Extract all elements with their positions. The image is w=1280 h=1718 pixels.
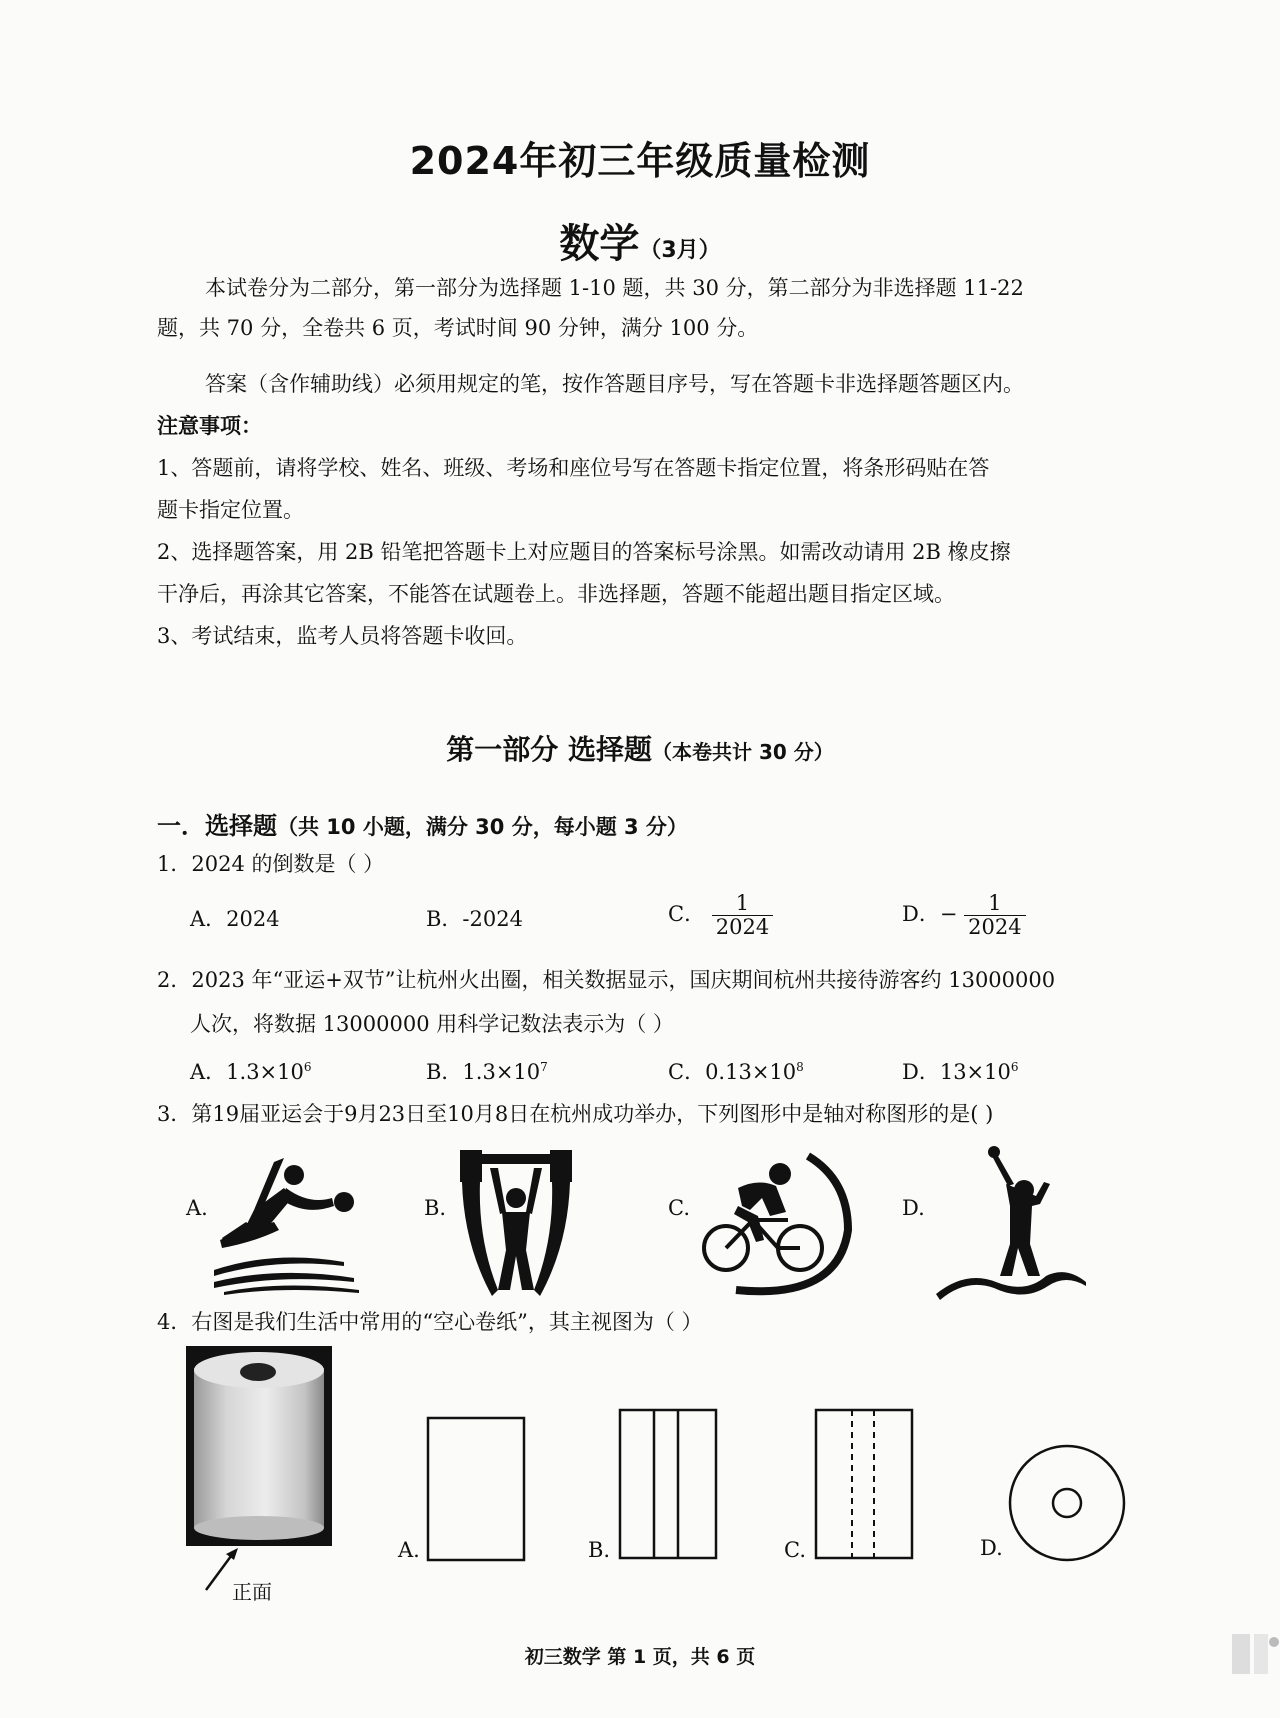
q1-option-a: A．2024 xyxy=(190,907,280,931)
front-label: 正面 xyxy=(232,1580,272,1604)
q2-option-c-base: C．0.13×10 xyxy=(668,1060,797,1084)
weightlifting-pictogram-icon xyxy=(456,1150,576,1298)
q3-option-c-label: C. xyxy=(668,1196,690,1220)
cycling-pictogram-icon xyxy=(698,1150,858,1300)
q4-option-c-dashed-lines xyxy=(812,1406,916,1562)
q2-option-d xyxy=(902,1056,1019,1086)
q4-option-a-label: A. xyxy=(398,1538,420,1562)
fraction-numerator: 1 xyxy=(964,892,1025,916)
q3-option-a-label: A. xyxy=(186,1196,208,1220)
exam-title: 2024年初三年级质量检测 xyxy=(409,139,871,183)
q2-option-b-base: B．1.3×10 xyxy=(426,1060,541,1084)
q4-option-a-rectangle xyxy=(424,1414,528,1564)
scan-edge-marks xyxy=(1230,1634,1280,1718)
q2-stem-line-1: 2．2023 年“亚运+双节”让杭州火出圈，相关数据显示，国庆期间杭州共接待游客约 13000000 xyxy=(157,968,1056,992)
q3-stem: 3．第19届亚运会于9月23日至10月8日在杭州成功举办，下列图形中是轴对称图形的是( ) xyxy=(157,1102,994,1126)
part1-title: 第一部分 选择题 xyxy=(446,733,652,766)
note-1b: 题卡指定位置。 xyxy=(157,498,304,522)
section1-heading xyxy=(157,806,688,841)
fraction-denominator: 2024 xyxy=(715,915,770,940)
volleyball-pictogram-icon xyxy=(214,1150,364,1295)
q4-option-d-concentric-circles xyxy=(1006,1442,1128,1564)
q1-option-c-label: C． xyxy=(668,902,706,927)
note-2b: 干净后，再涂其它答案，不能答在试题卷上。非选择题，答题不能超出题目指定区域。 xyxy=(157,582,955,606)
q4-option-b-solid-lines xyxy=(616,1406,720,1562)
q3-option-d-label: D. xyxy=(902,1196,925,1220)
fraction-denominator: 2024 xyxy=(968,915,1022,940)
q2-option-b xyxy=(426,1056,548,1086)
part1-note: （本卷共计 30 分） xyxy=(651,740,834,764)
note-3: 3、考试结束，监考人员将答题卡收回。 xyxy=(157,624,528,648)
q1-option-d xyxy=(902,892,1026,939)
q4-option-d-label: D. xyxy=(980,1536,1003,1560)
q2-stem-line-2: 人次，将数据 13000000 用科学记数法表示为（ ） xyxy=(190,1012,674,1036)
page-footer: 初三数学 第 1 页，共 6 页 xyxy=(524,1646,756,1668)
section1-note: （共 10 小题，满分 30 分，每小题 3 分） xyxy=(277,815,688,839)
q2-option-d-exponent: 6 xyxy=(1010,1060,1019,1074)
notes-heading: 注意事项： xyxy=(157,414,262,438)
q1-option-d-fraction xyxy=(964,892,1025,939)
subject-name: 数学 xyxy=(559,221,640,267)
q4-option-b-label: B. xyxy=(588,1538,611,1562)
note-1a: 1、答题前，请将学校、姓名、班级、考场和座位号写在答题卡指定位置，将条形码贴在答 xyxy=(157,456,990,480)
q2-option-a-exponent: 6 xyxy=(303,1060,312,1074)
q2-option-c xyxy=(668,1056,804,1086)
section1-title: 一．选择题 xyxy=(157,812,277,840)
q2-option-d-base: D．13×10 xyxy=(902,1060,1011,1084)
q2-option-a xyxy=(190,1056,312,1086)
q1-stem: 1．2024 的倒数是（ ） xyxy=(157,852,385,876)
intro-line-2: 题，共 70 分，全卷共 6 页，考试时间 90 分钟，满分 100 分。 xyxy=(157,316,759,340)
fraction-numerator: 1 xyxy=(712,892,773,916)
q1-option-d-label: D．− xyxy=(902,902,958,927)
q3-option-b-label: B. xyxy=(424,1196,447,1220)
part1-heading xyxy=(0,728,1280,768)
q1-option-c xyxy=(668,892,773,939)
q1-option-c-fraction xyxy=(712,892,773,939)
q2-option-a-base: A．1.3×10 xyxy=(190,1060,304,1084)
golf-pictogram-icon xyxy=(936,1144,1086,1300)
toilet-paper-roll-photo xyxy=(186,1346,332,1546)
q2-option-b-exponent: 7 xyxy=(540,1060,548,1074)
intro-line-3: 答案（含作辅助线）必须用规定的笔，按作答题目序号，写在答题卡非选择题答题区内。 xyxy=(205,372,1024,396)
q2-option-c-exponent: 8 xyxy=(796,1060,804,1074)
q4-stem: 4．右图是我们生活中常用的“空心卷纸”，其主视图为（ ） xyxy=(157,1310,703,1334)
q1-option-b: B．-2024 xyxy=(426,907,523,931)
note-2a: 2、选择题答案，用 2B 铅笔把答题卡上对应题目的答案标号涂黑。如需改动请用 2B 橡皮擦 xyxy=(157,540,1011,564)
subject-month: （3月） xyxy=(639,238,721,263)
exam-subject xyxy=(0,212,1280,269)
q4-option-c-label: C. xyxy=(784,1538,806,1562)
intro-line-1: 本试卷分为二部分，第一部分为选择题 1-10 题，共 30 分，第二部分为非选择题 11-22 xyxy=(205,276,1024,300)
